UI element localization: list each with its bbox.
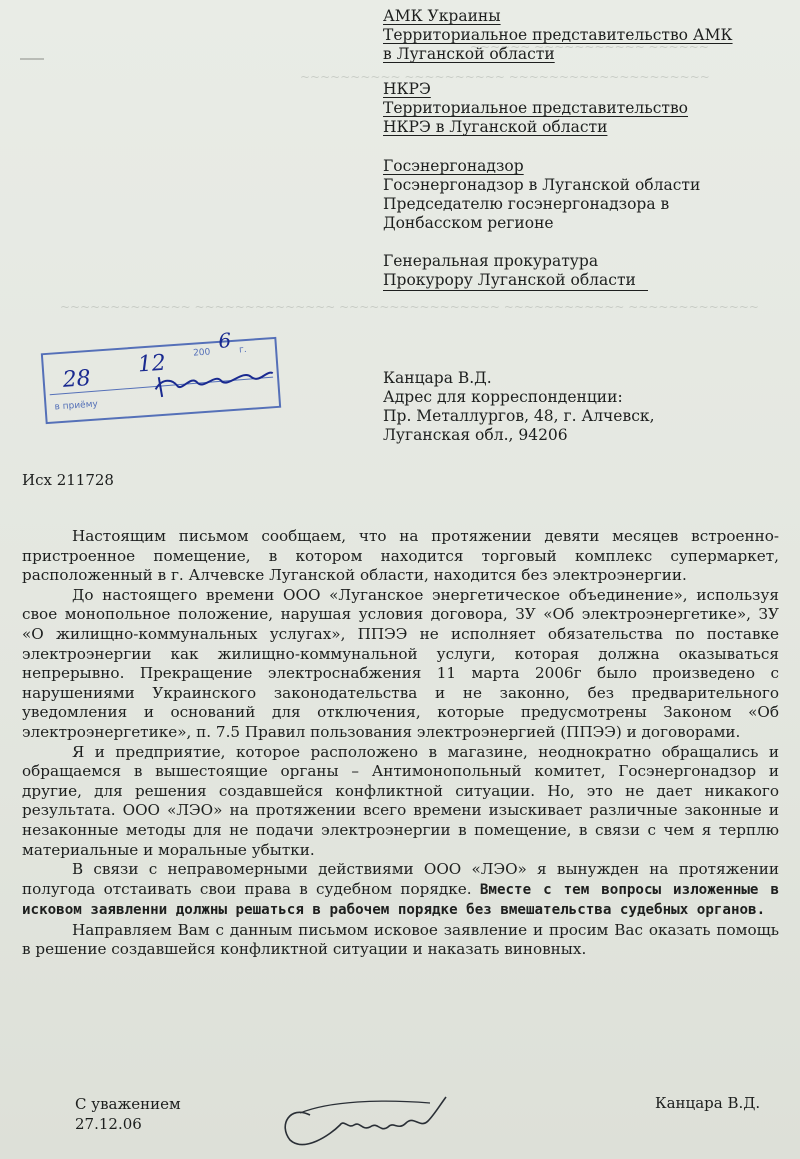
letter-body xyxy=(22,527,779,960)
paragraph-text: В связи с неправомерными действиями ООО «ЛЭО» я вынужден на протяжении полугода отстаивать свои права в судебном порядке. xyxy=(22,860,779,898)
recipient-line: Территориальное представительство АМК xyxy=(383,26,733,44)
signature-icon xyxy=(270,1085,460,1155)
stamp-handwriting-icon xyxy=(43,339,279,422)
stamp-year-suffix: г. xyxy=(238,344,248,356)
signer-name: Канцара В.Д. xyxy=(655,1094,761,1112)
bleed-through-text: ~~~~~~ ~~~~~~~~~~~ ~~~~~~ xyxy=(470,40,709,54)
paragraph: Настоящим письмом сообщаем, что на протяжении девяти месяцев встроенно-пристроенное помещение, в котором находится торговый комплекс супермаркет, расположенный в г. Алчевске Луганской области, находится без электроэнергии. xyxy=(22,527,779,585)
recipient-nkre xyxy=(383,80,733,137)
closing-salutation: С уважением xyxy=(75,1095,181,1113)
recipient-line: Генеральная прокуратура xyxy=(383,252,599,270)
stamp-note: в приёму xyxy=(54,399,99,413)
bleed-through-text: ~~~~~~~~~~~~~ ~~~~~~~~~~~~~~ ~~~~~~~~~~~~~~~~ ~~~~~~~~~~~~ ~~~~~~~~~~~~~ xyxy=(60,300,759,314)
stamp-year-digit: 6 xyxy=(217,328,232,353)
recipient-prosecutor xyxy=(383,252,733,291)
paragraph xyxy=(22,860,779,921)
recipient-line: Донбасском регионе xyxy=(383,214,554,232)
registration-stamp xyxy=(41,328,281,424)
recipient-line: Госэнергонадзор xyxy=(383,157,524,175)
paragraph: Направляем Вам с данным письмом исковое заявление и просим Вас оказать помощь в решение создавшейся конфликтной ситуации и наказать виновных. xyxy=(22,920,779,959)
sender-region: Луганская обл., 94206 xyxy=(383,426,568,444)
sender-street: Пр. Металлургов, 48, г. Алчевск, xyxy=(383,407,655,425)
paragraph-bold-text: Вместе с тем вопросы изложенные в исковом заявленни должны решаться в рабочем порядке без вмешательства судебных органов. xyxy=(22,881,780,919)
recipient-line: Территориальное представительство xyxy=(383,99,689,117)
stamp-day: 28 xyxy=(61,365,92,393)
paragraph: Я и предприятие, которое расположено в магазине, неоднократно обращались и обращаемся в вышестоящие органы – Антимонопольный комитет, Госэнергонадзор и другие, для решения создавшейся конфликтной ситуации. Но, это не дает никакого результата. ООО «ЛЭО» на протяжении всего времени изыскивает различные законные и незаконные методы для не подачи электроэнергии в помещение, в связи с чем я терплю материальные и моральные убытки. xyxy=(22,742,779,859)
recipient-line: Председателю госэнергонадзора в xyxy=(383,195,670,213)
stamp-year-prefix: 200 xyxy=(192,347,211,359)
recipient-line: в Луганской области xyxy=(383,45,555,63)
recipient-line: Госэнергонадзор в Луганской области xyxy=(383,176,701,194)
recipient-line: НКРЭ xyxy=(383,80,431,98)
sender-address-label: Адрес для корреспонденции: xyxy=(383,388,623,406)
stamp-month: 12 xyxy=(136,350,167,378)
bleed-through-text: ~~~~~~~~~~ ~~~~~~~~~~ ~~~~~~~~~~~~~~~~~~~~ xyxy=(300,70,710,84)
recipient-line: АМК Украины xyxy=(383,7,501,25)
recipients-block xyxy=(383,7,733,303)
sender-block xyxy=(383,369,655,445)
closing-date: 27.12.06 xyxy=(75,1115,142,1133)
recipient-amk xyxy=(383,7,733,64)
sender-name: Канцара В.Д. xyxy=(383,369,492,387)
paragraph: До настоящего времени ООО «Луганское энергетическое объединение», используя свое монопольное положение, нарушая условия договора, ЗУ «Об электроэнергетике», ЗУ «О жилищно-коммунальных услугах», ППЭЭ не исполняет обязательства по поставке электроэнергии как жилищно-коммунальной услуги, которая должна оказываться непрерывно. Прекращение электроснабжения 11 марта 2006г было произведено с нарушениями Украинского законодательства и не законно, без предварительного уведомления и оснований для отключения, которые предусмотрены Законом «Об электроэнергетике», п. 7.5 Правил пользования электроэнергией (ППЭЭ) и договорами. xyxy=(22,585,779,741)
closing-block xyxy=(75,1094,181,1134)
recipient-gosenergonadzor xyxy=(383,157,733,233)
outgoing-number: Исх 211728 xyxy=(22,471,114,489)
recipient-line: НКРЭ в Луганской области xyxy=(383,118,608,136)
recipient-line: Прокурору Луганской области xyxy=(383,271,648,291)
margin-mark xyxy=(20,58,44,60)
